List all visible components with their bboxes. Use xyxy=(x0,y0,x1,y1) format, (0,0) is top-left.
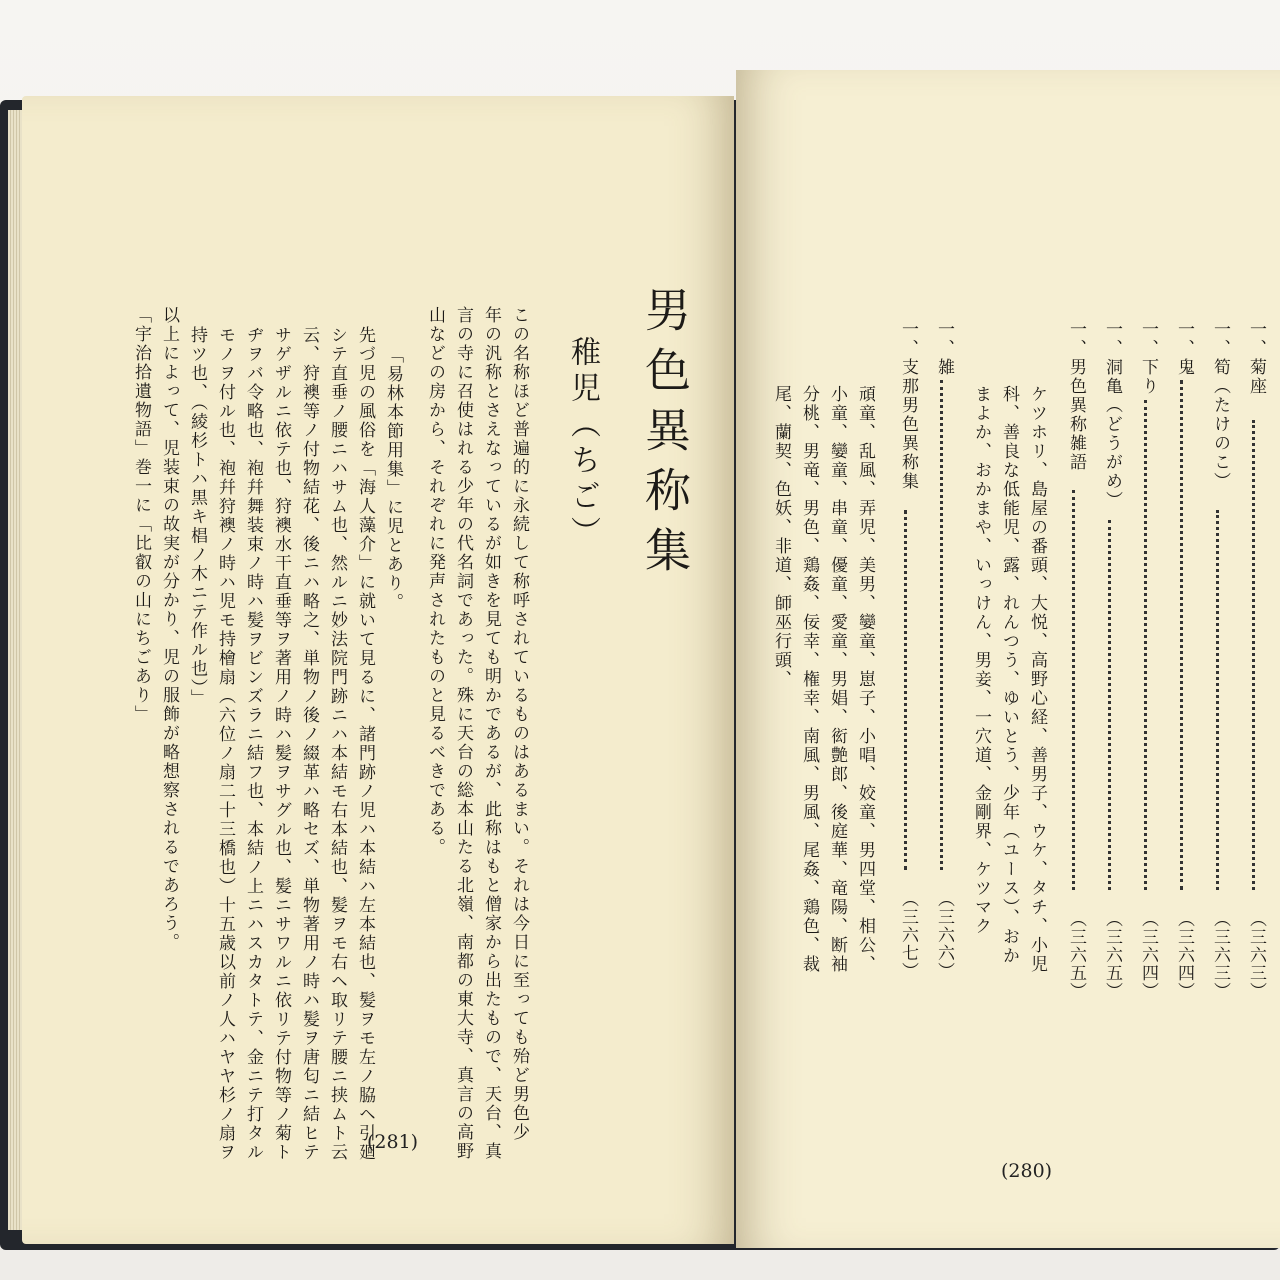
left-page xyxy=(22,96,734,1244)
text-line: 小童、孌童、串童、優童、愛童、男娼、衒艶郎、後庭華、竜陽、断袖 xyxy=(827,385,847,974)
text-line: 先づ児の風俗を「海人藻介」に就いて見るに、諸門跡ノ児ハ本結ハ左本結也、髪ヲモ左ノ脇ヘ引廻 xyxy=(355,326,375,1162)
dotted-leader xyxy=(904,510,907,870)
toc-entry-number: （三六四） xyxy=(1174,910,1194,1000)
toc-entry-label: 一、鬼 xyxy=(1174,320,1194,377)
text-line: 言の寺に召使はれる少年の代名詞であった。殊に天台の総本山たる北嶺、南都の東大寺、真言の高野 xyxy=(453,306,473,1161)
toc-entry xyxy=(1208,320,1233,491)
text-line: 科、善良な低能児、露、れんつう、ゆいとう、少年（ユース）、おか xyxy=(999,385,1019,966)
text-line: 尾、蘭契、色妖、非道、師巫行頭、 xyxy=(771,385,791,689)
text-line: ヂヲバ令略也、袍幷舞装束ノ時ハ髪ヲビンズラニ結フ也、本結ノ上ニハスカタトテ、金ニテ打タル xyxy=(243,326,263,1162)
text-line: シテ直垂ノ腰ニハサム也、然ルニ妙法院門跡ニハ本結モ右本結也、髪ヲモ右ヘ取リテ腰ニ挟ムト云 xyxy=(327,326,347,1162)
text-line: サゲザルニ依テ也、狩襖水干直垂等ヲ著用ノ時ハ髪ヲサグル也、髪ニサワルニ依リテ付物等ノ菊ト xyxy=(271,326,291,1162)
text-line: 山などの房から、それぞれに発声されたものと見るべきである。 xyxy=(425,306,445,857)
text-line: 持ツ也、（綾杉トハ黒キ椙ノ木ニテ作ル也）」 xyxy=(187,326,207,708)
toc-entry xyxy=(1172,320,1197,377)
dotted-leader xyxy=(1144,400,1147,890)
toc-entry-number: （三六七） xyxy=(898,890,918,980)
toc-entry xyxy=(1244,320,1269,396)
dotted-leader xyxy=(1108,520,1111,890)
toc-entry-number: （三六三） xyxy=(1246,910,1266,1000)
toc-entry-label: 一、洞亀（どうがめ） xyxy=(1102,320,1122,510)
text-line: 「易林本節用集」に児とあり。 xyxy=(383,346,403,612)
toc-entry xyxy=(1064,320,1089,472)
dotted-leader xyxy=(1180,380,1183,890)
toc-entry xyxy=(1100,320,1125,510)
toc-entry xyxy=(1136,320,1161,396)
dotted-leader xyxy=(1252,420,1255,890)
toc-entry-number: （三六三） xyxy=(1210,910,1230,1000)
toc-entry-number: （三六六） xyxy=(934,890,954,980)
text-line: 「宇治拾遺物語」巻一に「比叡の山にちごあり」 xyxy=(131,306,151,724)
text-line: 分桃、男竜、男色、鶏姦、佞幸、権幸、南風、男風、尾姦、鶏色、裁 xyxy=(799,385,819,974)
page-number: (280) xyxy=(1001,1160,1053,1182)
text-line: ケツホリ、島屋の番頭、大悦、高野心経、善男子、ウケ、タチ、小児 xyxy=(1027,385,1047,974)
toc-entry-label: 一、男色異称雑語 xyxy=(1066,320,1086,472)
right-page xyxy=(736,70,1280,1248)
toc-entry-label: 一、筍（たけのこ） xyxy=(1210,320,1230,491)
dotted-leader xyxy=(1216,510,1219,890)
text-line: まよか、おかまや、いっけん、男妾、一穴道、金剛界、ケツマク xyxy=(971,385,991,936)
section-heading: 稚児（ちご） xyxy=(565,336,600,552)
page-number: (281) xyxy=(367,1131,419,1153)
toc-entry-number: （三六五） xyxy=(1066,910,1086,1000)
toc-entry-label: 一、下り xyxy=(1138,320,1158,396)
toc-entry xyxy=(932,320,957,377)
toc-entry xyxy=(896,320,921,491)
open-book xyxy=(0,60,1280,1245)
toc-entry-number: （三六四） xyxy=(1138,910,1158,1000)
dotted-leader xyxy=(1072,490,1075,890)
toc-entry-number: （三六五） xyxy=(1102,910,1122,1000)
toc-entry-label: 一、菊座 xyxy=(1246,320,1266,396)
text-line: 頑童、乱風、弄児、美男、孌童、崽子、小唱、姣童、男四堂、相公、 xyxy=(855,385,875,974)
dotted-leader xyxy=(940,380,943,870)
text-line: この名称ほど普遍的に永続して称呼されているものはあるまい。それは今日に至っても殆ど男色少 xyxy=(509,306,529,1142)
text-line: 云、狩襖等ノ付物結花、後ニハ略之、単物ノ後ノ綴革ハ略セズ、単物著用ノ時ハ髪ヲ唐匂ニ結ヒテ xyxy=(299,326,319,1162)
page-title: 男色異称集 xyxy=(638,286,692,586)
text-line: 年の汎称とさえなっているが如きを見ても明かであるが、此称はもと僧家から出たもので、天台、真 xyxy=(481,306,501,1161)
text-line: モノヲ付ル也、袍幷狩襖ノ時ハ児モ持檜扇（六位ノ扇二十三橋也）十五歳以前ノ人ハヤヤ杉ノ扇ヲ xyxy=(215,326,235,1162)
toc-entry-label: 一、雑 xyxy=(934,320,954,377)
toc-entry-label: 一、支那男色異称集 xyxy=(898,320,918,491)
text-line: 以上によって、児装束の故実が分かり、児の服飾が略想察されるであろう。 xyxy=(159,306,179,952)
